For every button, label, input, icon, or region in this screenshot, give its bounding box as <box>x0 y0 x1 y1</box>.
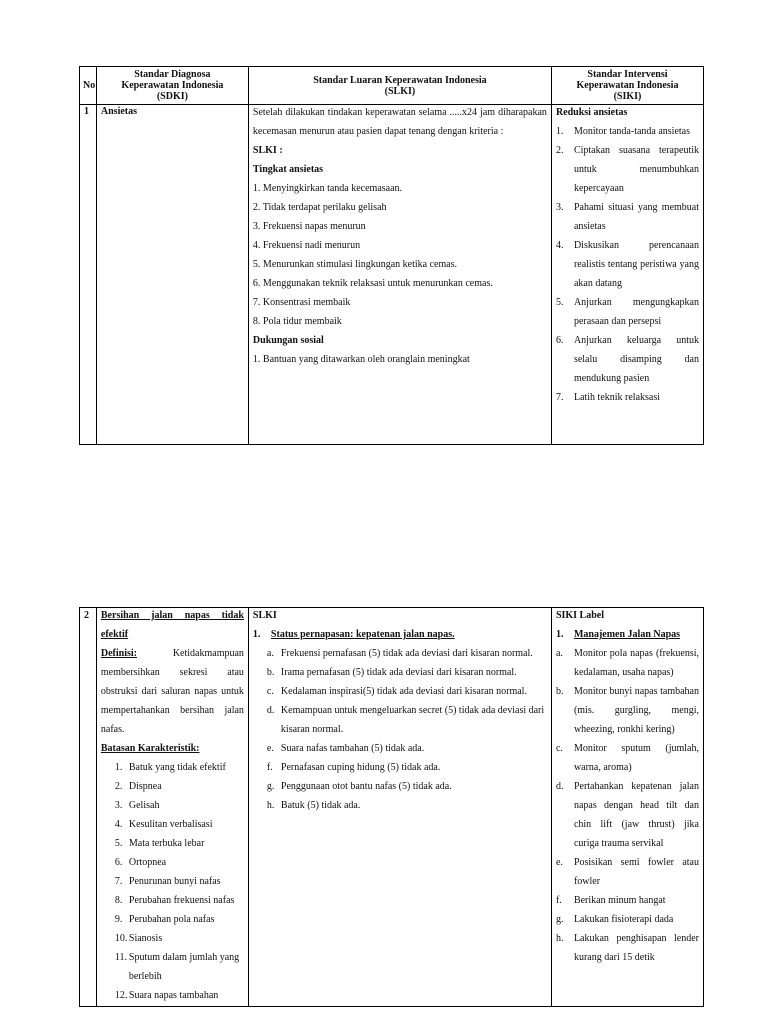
list-marker: 1. <box>114 762 123 773</box>
list-text: Penggunaan otot bantu nafas (5) tidak ada. <box>280 781 452 792</box>
list-item <box>101 891 244 910</box>
list-marker: d. <box>555 781 564 792</box>
list-item: 5. Menurunkan stimulasi lingkungan ketika cemas. <box>252 259 458 270</box>
siki-label: SIKI Label <box>555 610 605 621</box>
list-marker: b. <box>555 686 564 697</box>
row-number: 2 <box>80 608 97 1007</box>
list-text: Kedalaman inspirasi(5) tidak ada deviasi dari kisaran normal. <box>280 686 527 697</box>
list-text: Lakukan fisioterapi dada <box>573 914 674 925</box>
table-row <box>80 608 704 1007</box>
list-item <box>101 929 244 948</box>
dukungan-sosial-list <box>253 350 547 369</box>
list-item <box>556 141 699 198</box>
list-marker: d. <box>266 705 275 716</box>
list-marker: 2. <box>555 145 564 156</box>
siki-section-item <box>556 625 699 644</box>
siki-cell <box>551 608 703 1007</box>
list-item <box>556 331 699 388</box>
list-item <box>253 739 547 758</box>
list-item <box>556 198 699 236</box>
diagnosis-cell: Ansietas <box>96 105 248 445</box>
list-marker: 1. <box>555 126 564 137</box>
diagnosis-title: Bersihan jalan napas tidak efektif <box>100 610 244 640</box>
list-marker: 7. <box>114 876 123 887</box>
list-text: Posisikan semi fowler atau fowler <box>573 857 699 887</box>
header-siki-line-3: (SIKI) <box>613 91 642 102</box>
list-marker: 4. <box>555 240 564 251</box>
list-marker: 9. <box>114 914 123 925</box>
definition-label: Definisi: <box>100 648 137 659</box>
list-marker: b. <box>266 667 275 678</box>
list-marker: c. <box>266 686 274 697</box>
reduksi-ansietas-title: Reduksi ansietas <box>555 107 628 118</box>
table-row <box>80 105 704 445</box>
list-item <box>101 948 244 986</box>
list-text: Perubahan frekuensi nafas <box>128 895 235 906</box>
siki-intervention-list <box>556 122 699 407</box>
list-item <box>556 891 699 910</box>
list-text: Monitor tanda-tanda ansietas <box>573 126 691 137</box>
diagnosis-cell <box>96 608 248 1007</box>
list-marker: 1. <box>252 629 261 640</box>
slki-label: SLKI : <box>252 145 283 156</box>
list-marker: 8. <box>114 895 123 906</box>
list-marker: 5. <box>555 297 564 308</box>
list-marker: g. <box>555 914 564 925</box>
list-text: Anjurkan mengungkapkan perasaan dan persepsi <box>573 297 699 327</box>
list-item <box>253 682 547 701</box>
list-marker: f. <box>555 895 562 906</box>
list-marker: 11. <box>114 952 128 963</box>
list-item: 1. Bantuan yang ditawarkan oleh oranglain meningkat <box>252 354 470 365</box>
list-item <box>101 986 244 1005</box>
list-text: Latih teknik relaksasi <box>573 392 661 403</box>
list-text: Status pernapasan: kepatenan jalan napas. <box>270 629 455 640</box>
list-text: Penurunan bunyi nafas <box>128 876 221 887</box>
list-text: Diskusikan perencanaan realistis tentang peristiwa yang akan datang <box>573 240 699 289</box>
list-item <box>253 777 547 796</box>
list-marker: 4. <box>114 819 123 830</box>
list-marker: a. <box>266 648 274 659</box>
list-item <box>556 122 699 141</box>
batasan-list <box>101 758 244 1005</box>
list-text: Mata terbuka lebar <box>128 838 205 849</box>
header-no: No <box>80 67 97 105</box>
slki-outcome-list <box>253 644 547 815</box>
list-item: 3. Frekuensi napas menurun <box>252 221 366 232</box>
header-sdki-line-1: Standar Diagnosa <box>134 69 211 80</box>
list-text: Frekuensi pernafasan (5) tidak ada deviasi dari kisaran normal. <box>280 648 533 659</box>
list-text: Ciptakan suasana terapeutik untuk menumbuhkan kepercayaan <box>573 145 699 194</box>
list-item <box>556 910 699 929</box>
list-item <box>556 929 699 967</box>
table-header-row <box>80 67 704 105</box>
list-text: Manajemen Jalan Napas <box>573 629 681 640</box>
list-item <box>253 796 547 815</box>
list-item <box>556 682 699 739</box>
list-marker: e. <box>555 857 563 868</box>
list-item: 4. Frekuensi nadi menurun <box>252 240 361 251</box>
siki-cell <box>551 105 703 445</box>
list-marker: h. <box>266 800 275 811</box>
list-text: Kemampuan untuk mengeluarkan secret (5) tidak ada deviasi dari kisaran normal. <box>280 705 545 735</box>
slki-cell <box>248 608 551 1007</box>
list-text: Anjurkan keluarga untuk selalu disamping dan mendukung pasien <box>573 335 699 384</box>
list-text: Sputum dalam jumlah yang berlebih <box>128 952 240 982</box>
list-marker: 10. <box>114 933 128 944</box>
header-slki-line-1: Standar Luaran Keperawatan Indonesia <box>313 74 487 86</box>
list-text: Dispnea <box>128 781 162 792</box>
list-item <box>101 872 244 891</box>
list-item <box>101 853 244 872</box>
list-text: Perubahan pola nafas <box>128 914 215 925</box>
list-marker: g. <box>266 781 275 792</box>
list-item <box>556 739 699 777</box>
header-sdki <box>96 67 248 105</box>
list-marker: 2. <box>114 781 123 792</box>
list-text: Ortopnea <box>128 857 167 868</box>
list-text: Monitor pola napas (frekuensi, kedalaman, usaha napas) <box>573 648 699 678</box>
list-item: 7. Konsentrasi membaik <box>252 297 351 308</box>
list-text: Pahami situasi yang membuat ansietas <box>573 202 699 232</box>
header-slki <box>248 67 551 105</box>
batasan-title: Batasan Karakteristik: <box>100 743 200 754</box>
list-item <box>556 293 699 331</box>
list-marker: 1. <box>555 629 564 640</box>
list-item <box>101 834 244 853</box>
slki-cell <box>248 105 551 445</box>
list-text: Batuk yang tidak efektif <box>128 762 226 773</box>
tingkat-ansietas-title: Tingkat ansietas <box>252 164 324 175</box>
siki-intervention-list <box>556 644 699 967</box>
list-marker: 6. <box>555 335 564 346</box>
list-item <box>556 644 699 682</box>
list-item <box>556 853 699 891</box>
header-siki-line-2: Keperawatan Indonesia <box>576 80 679 91</box>
definition-text: Ketidakmampuan membersihkan sekresi atau obstruksi dari saluran napas untuk mempertahankan bersihan jalan nafas. <box>100 648 244 735</box>
list-item <box>101 796 244 815</box>
list-item <box>253 701 547 739</box>
list-item <box>101 910 244 929</box>
list-item <box>253 758 547 777</box>
header-sdki-line-2: Keperawatan Indonesia <box>121 80 224 91</box>
list-item <box>101 777 244 796</box>
list-marker: 7. <box>555 392 564 403</box>
header-siki-line-1: Standar Intervensi <box>587 69 668 80</box>
list-item <box>556 236 699 293</box>
list-text: Kesulitan verbalisasi <box>128 819 213 830</box>
nursing-plan-table-2 <box>79 607 704 1007</box>
dukungan-sosial-title: Dukungan sosial <box>252 335 324 346</box>
header-slki-line-2: (SLKI) <box>384 85 416 97</box>
slki-label: SLKI <box>252 610 277 621</box>
list-marker: 12. <box>114 990 128 1001</box>
header-sdki-line-3: (SDKI) <box>156 91 188 102</box>
list-item <box>253 663 547 682</box>
list-marker: 5. <box>114 838 123 849</box>
list-marker: 3. <box>114 800 123 811</box>
list-item: 6. Menggunakan teknik relaksasi untuk menurunkan cemas. <box>252 278 493 289</box>
list-text: Gelisah <box>128 800 160 811</box>
slki-section <box>253 625 547 644</box>
list-marker: a. <box>555 648 563 659</box>
header-siki <box>551 67 703 105</box>
list-text: Monitor bunyi napas tambahan (mis. gurgling, mengi, wheezing, ronkhi kering) <box>573 686 699 735</box>
list-item <box>101 815 244 834</box>
slki-section-item <box>253 625 547 644</box>
definition <box>101 644 244 739</box>
list-marker: 6. <box>114 857 123 868</box>
list-marker: c. <box>555 743 563 754</box>
siki-section <box>556 625 699 644</box>
list-text: Suara napas tambahan <box>128 990 219 1001</box>
list-text: Batuk (5) tidak ada. <box>280 800 361 811</box>
list-marker: 3. <box>555 202 564 213</box>
list-item <box>556 388 699 407</box>
list-item <box>253 644 547 663</box>
list-item: 2. Tidak terdapat perilaku gelisah <box>252 202 387 213</box>
list-text: Lakukan penghisapan lender kurang dari 15 detik <box>573 933 699 963</box>
list-item <box>101 758 244 777</box>
nursing-plan-table-1 <box>79 66 704 445</box>
list-item <box>556 777 699 853</box>
list-text: Monitor sputum (jumlah, warna, aroma) <box>573 743 699 773</box>
list-text: Irama pernafasan (5) tidak ada deviasi dari kisaran normal. <box>280 667 517 678</box>
list-text: Suara nafas tambahan (5) tidak ada. <box>280 743 425 754</box>
slki-intro: Setelah dilakukan tindakan keperawatan selama .....x24 jam diharapakan kecemasan menurun atau pasien dapat tenang dengan kriteria : <box>252 107 547 137</box>
row-number: 1 <box>80 105 97 445</box>
list-marker: e. <box>266 743 274 754</box>
list-text: Sianosis <box>128 933 163 944</box>
list-marker: f. <box>266 762 273 773</box>
tingkat-ansietas-list <box>253 179 547 331</box>
list-item: 1. Menyingkirkan tanda kecemasaan. <box>252 183 403 194</box>
list-text: Pernafasan cuping hidung (5) tidak ada. <box>280 762 441 773</box>
list-text: Pertahankan kepatenan jalan napas dengan head tilt dan chin lift (jaw thrust) jika curiga trauma servikal <box>573 781 699 849</box>
list-item: 8. Pola tidur membaik <box>252 316 342 327</box>
list-text: Berikan minum hangat <box>573 895 666 906</box>
list-marker: h. <box>555 933 564 944</box>
